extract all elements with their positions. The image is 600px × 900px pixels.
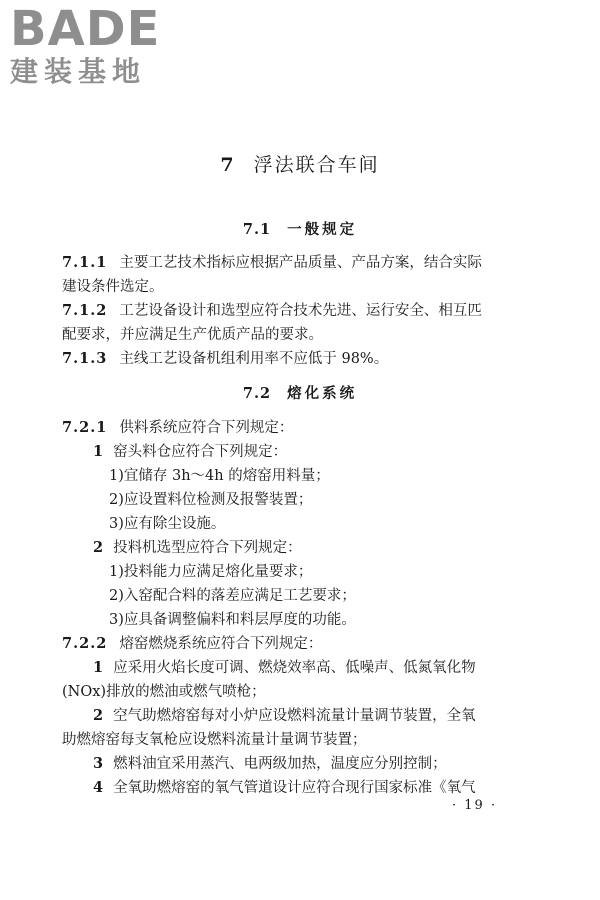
- chapter-number: 7: [220, 154, 236, 176]
- clause-number: 7.1.1: [62, 254, 108, 271]
- item-number: 4: [93, 779, 104, 796]
- item-number: 3: [93, 755, 104, 772]
- clause-7-2-2: [62, 632, 557, 656]
- subitem: 3)应具备调整偏料和料层厚度的功能。: [109, 612, 356, 628]
- clause-7-1-1: [62, 251, 557, 299]
- clause-number: 7.2.1: [62, 419, 108, 436]
- clause-7-1-2: [62, 299, 557, 347]
- clause-7-2-1: [62, 416, 557, 440]
- clause-text: 主要工艺技术指标应根据产品质量、产品方案，结合实际: [119, 255, 482, 271]
- item-7-2-2-3: [62, 752, 557, 776]
- clause-number: 7.1.2: [62, 302, 108, 319]
- section-number: 7.2: [242, 385, 272, 402]
- clause-text-cont: 配要求，并应满足生产优质产品的要求。: [62, 327, 323, 343]
- clause-text: 供料系统应符合下列规定：: [119, 420, 294, 436]
- section-heading-7-2: [0, 382, 600, 403]
- item-text: 窑头料仓应符合下列规定：: [113, 444, 288, 460]
- logo-latin-text: BADE: [10, 1, 161, 57]
- chapter-title: 浮法联合车间: [253, 154, 380, 176]
- item-number: 2: [93, 539, 104, 556]
- section-7-1-body: [62, 251, 557, 371]
- item-text-cont: (NOx)排放的燃油或燃气喷枪；: [62, 684, 266, 700]
- item-text: 全氧助燃熔窑的氧气管道设计应符合现行国家标准《氧气: [113, 780, 476, 796]
- item-text: 投料机选型应符合下列规定：: [113, 540, 302, 556]
- subitem: 1)宜储存 3h～4h 的熔窑用料量；: [109, 468, 330, 484]
- clause-text: 熔窑燃烧系统应符合下列规定：: [119, 636, 323, 652]
- clause-text-cont: 建设条件选定。: [62, 279, 164, 295]
- watermark-logo: [10, 1, 180, 88]
- subitem: 2)应设置料位检测及报警装置；: [109, 492, 313, 508]
- item-number: 2: [93, 707, 104, 724]
- clause-text: 主线工艺设备机组利用率不应低于 98%。: [119, 351, 389, 367]
- clause-number: 7.1.3: [62, 350, 108, 367]
- page-number: · 19 ·: [452, 798, 498, 813]
- clause-text: 工艺设备设计和选型应符合技术先进、运行安全、相互匹: [119, 303, 482, 319]
- section-heading-7-1: [0, 218, 600, 239]
- section-title: 一般规定: [287, 221, 358, 238]
- chapter-heading: [0, 150, 600, 177]
- item-number: 1: [93, 443, 104, 460]
- item-7-2-2-1: [62, 656, 557, 704]
- section-7-2-body: [62, 416, 557, 800]
- section-title: 熔化系统: [287, 385, 358, 402]
- item-text: 燃料油宜采用蒸汽、电两级加热，温度应分别控制；: [113, 756, 447, 772]
- item-text-cont: 助燃熔窑每支氧枪应设燃料流量计量调节装置；: [62, 732, 367, 748]
- item-number: 1: [93, 659, 104, 676]
- item-text: 应采用火焰长度可调、燃烧效率高、低噪声、低氮氧化物: [113, 660, 476, 676]
- subitem: 2)入窑配合料的落差应满足工艺要求；: [109, 588, 356, 604]
- subitem: 1)投料能力应满足熔化量要求；: [109, 564, 313, 580]
- clause-number: 7.2.2: [62, 635, 108, 652]
- item-7-2-1-1: [62, 440, 557, 464]
- item-7-2-2-4: [62, 776, 557, 800]
- item-7-2-2-2: [62, 704, 557, 752]
- subitem: 3)应有除尘设施。: [109, 516, 226, 532]
- clause-7-1-3: [62, 347, 557, 371]
- logo-chinese-text: 建装基地: [10, 55, 147, 88]
- item-text: 空气助燃熔窑每对小炉应设燃料流量计量调节装置，全氧: [113, 708, 476, 724]
- item-7-2-1-2: [62, 536, 557, 560]
- section-number: 7.1: [242, 221, 272, 238]
